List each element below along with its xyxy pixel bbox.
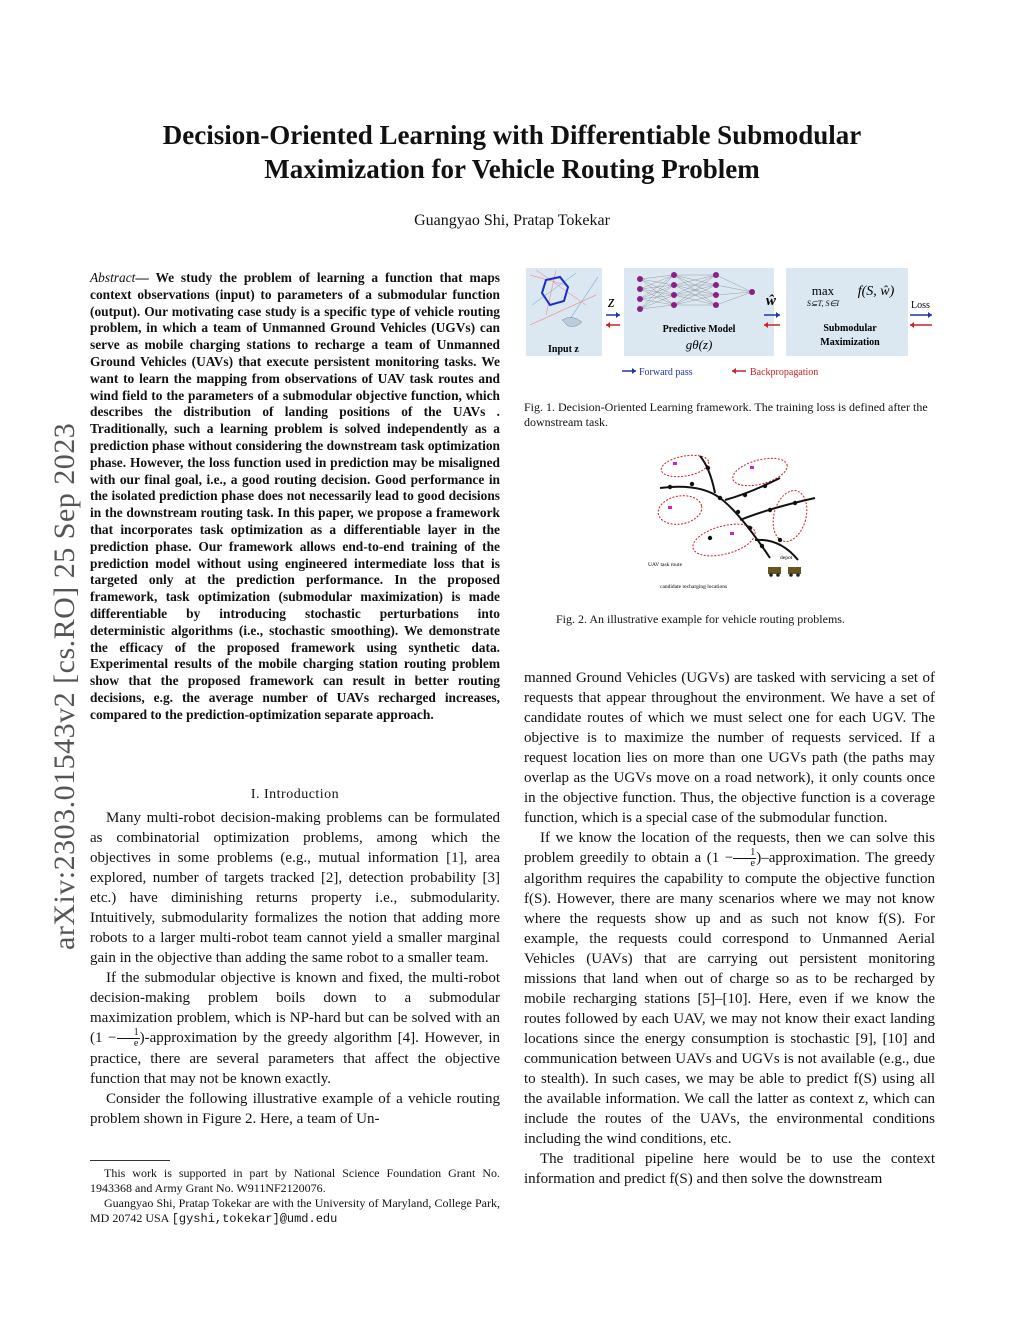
z-label: z	[608, 292, 615, 311]
abstract-label: Abstract	[90, 270, 136, 285]
loss-label: Loss	[911, 300, 930, 311]
legend-forward-label: Forward pass	[639, 367, 693, 378]
fraction-1-over-e: $\frac{1}{e}$	[117, 1028, 140, 1049]
legend-back-label: Backpropagation	[750, 367, 819, 378]
max-subscript: S⊆T, S∈I	[806, 299, 840, 308]
input-label: Input z	[548, 344, 579, 355]
abstract-text: — We study the problem of learning a function that maps context observations (input) to parameters of a submodular function (output). Our motivating case study is a specific type of vehicle routing problem, in which a team of Unmanned Ground Vehicles (UGVs) can serve as mobile charging stations to recharge a team of Unmanned Ground Vehicles (UAVs) that execute persistent monitoring tasks. We want to learn the mapping from observations of UAV task routes and wind field to the parameters of a submodular objective function, which describes the distribution of landing positions of the UAVs . Traditionally, such a learning problem is solved independently as a prediction phase without considering the downstream task optimization phase. However, the loss function used in prediction may be misaligned with our final goal, i.e., a good routing decision. Good performance in the isolated prediction phase does not necessarily lead to good decisions in the downstream routing task. In this paper, we propose a framework that incorporates task optimization as a differentiable layer in the prediction phase. Our framework allows end-to-end training of the prediction model without using engineered intermediate loss that is targeted only at the prediction performance. In the proposed framework, task optimization (submodular maximization) is made differentiable by introducing stochastic perturbations into deterministic algorithms (i.e., stochastic smoothing). We demonstrate the efficacy of the proposed framework using synthetic data. Experimental results of the mobile charging station routing problem show that the proposed framework can result in better routing decisions, e.g. the average number of UAVs recharged increases, compared to the prediction-optimization separate approach.	[90, 270, 500, 722]
right-column-body	[524, 668, 935, 1189]
footnote-affiliation: Guangyao Shi, Pratap Tokekar are with the University of Maryland, College Park, MD 20742 USA [gyshi,tokekar]@umd.edu	[90, 1196, 500, 1226]
model-label: Predictive Model	[662, 324, 736, 335]
depot-label: depot	[780, 555, 793, 561]
paper-authors: Guangyao Shi, Pratap Tokekar	[414, 212, 610, 229]
max-label: max	[811, 283, 835, 298]
uav-route-label: UAV task route	[648, 562, 683, 568]
intro-paragraph-2: If the submodular objective is known and fixed, the multi-robot decision-making problem boils down to a submodular maximization problem, which is NP-hard but can be solved with an (1 − $\frac{1}{e}$ )-approximation by the greedy algorithm [4]. However, in practice, there are several parameters that affect the objective function that may not be known exactly.	[90, 970, 500, 1088]
figure-1-framework	[526, 265, 936, 385]
fraction-1-over-e-right: $\frac{1}{e}$	[733, 848, 756, 869]
figure-2-caption: Fig. 2. An illustrative example for vehicle routing problems.	[556, 612, 845, 626]
w-hat-label: ŵ	[766, 293, 777, 309]
ugv-vehicle-icons	[768, 567, 801, 577]
right-paragraph-3: The traditional pipeline here would be to use the context information and predict f(S) and then solve the downstream	[524, 1151, 935, 1188]
footnote	[90, 1166, 500, 1227]
figure-1-caption: Fig. 1. Decision-Oriented Learning framework. The training loss is defined after the downstream task.	[524, 400, 928, 429]
arxiv-sidebar	[28, 350, 81, 950]
candidate-locations-label: candidate recharging locations	[660, 584, 728, 590]
abstract	[90, 270, 500, 724]
model-function: gθ(z)	[685, 337, 713, 352]
intro-paragraph-3: Consider the following illustrative example of a vehicle routing problem shown in Figure 2. Here, a team of Un-	[90, 1091, 500, 1128]
submodular-label-1: Submodular	[823, 323, 877, 334]
title-line-2: Maximization for Vehicle Routing Problem	[264, 154, 760, 184]
footnote-rule	[90, 1160, 170, 1161]
uav-request-ellipses	[656, 452, 812, 562]
submodular-label-2: Maximization	[820, 337, 880, 348]
road-network	[660, 456, 815, 560]
intro-body	[90, 808, 500, 1129]
footnote-funding: This work is supported in part by National Science Foundation Grant No. 1943368 and Army Grant No. W911NF2120076.	[90, 1166, 500, 1195]
objective-function: f(S, ŵ)	[857, 284, 895, 299]
arxiv-identifier: arXiv:2303.01543v2 [cs.RO] 25 Sep 2023	[48, 422, 81, 950]
intro-paragraph-1: Many multi-robot decision-making problems can be formulated as combinatorial optimization problems, among which the objectives in some problems (e.g., mutual information [1], area explored, number of targets tracked [2], detection probability [3] etc.) have diminishing returns property i.e., submodularity. Intuitively, submodularity formalizes the notion that adding more robots to a larger multi-robot team cannot yield a smaller marginal gain in the objective than adding the same robot to a smaller team.	[90, 810, 500, 966]
right-paragraph-1: manned Ground Vehicles (UGVs) are tasked with servicing a set of requests that appear throughout the environment. We have a set of candidate routes of which we must select one for each UGV. The objective is to maximize the number of requests serviced. If a request location lies on more than one UGVs path (the paths may overlap as the UGVs move on a road network), it only counts once in the objective function. Thus, the objective function is a coverage function, which is a special case of the submodular function.	[524, 670, 935, 826]
title-line-1: Decision-Oriented Learning with Differentiable Submodular	[162, 120, 862, 150]
figure-2-routing-example	[640, 448, 820, 593]
author-email: [gyshi,tokekar]@umd.edu	[171, 1212, 338, 1226]
paper-title	[100, 118, 924, 186]
right-paragraph-2: If we know the location of the requests, then we can solve this problem greedily to obtain a (1 − $\frac{1}{e}$ )–approximation. The greedy algorithm requires the capability to compute the objective function f(S). However, there are many scenarios where we may not know where the requests show up and as such not know f(S). For example, the requests could correspond to Unmanned Aerial Vehicles (UAVs) that are carrying out persistent monitoring missions that land when out of charge so as to be recharged by mobile recharging stations [5]–[10]. Here, even if we know the routes followed by each UAV, we may not know their exact landing locations since the energy consumption is stochastic [9], [10] and communication between UAVs and UGVs is not available (e.g., due to stealth). In such cases, we may be able to predict f(S) using all the available information. We call the latter as context z, which can include the routes of the UAVs, the environmental conditions including the wind conditions, etc.	[524, 830, 935, 1148]
section-heading-introduction: I. Introduction	[250, 787, 340, 802]
